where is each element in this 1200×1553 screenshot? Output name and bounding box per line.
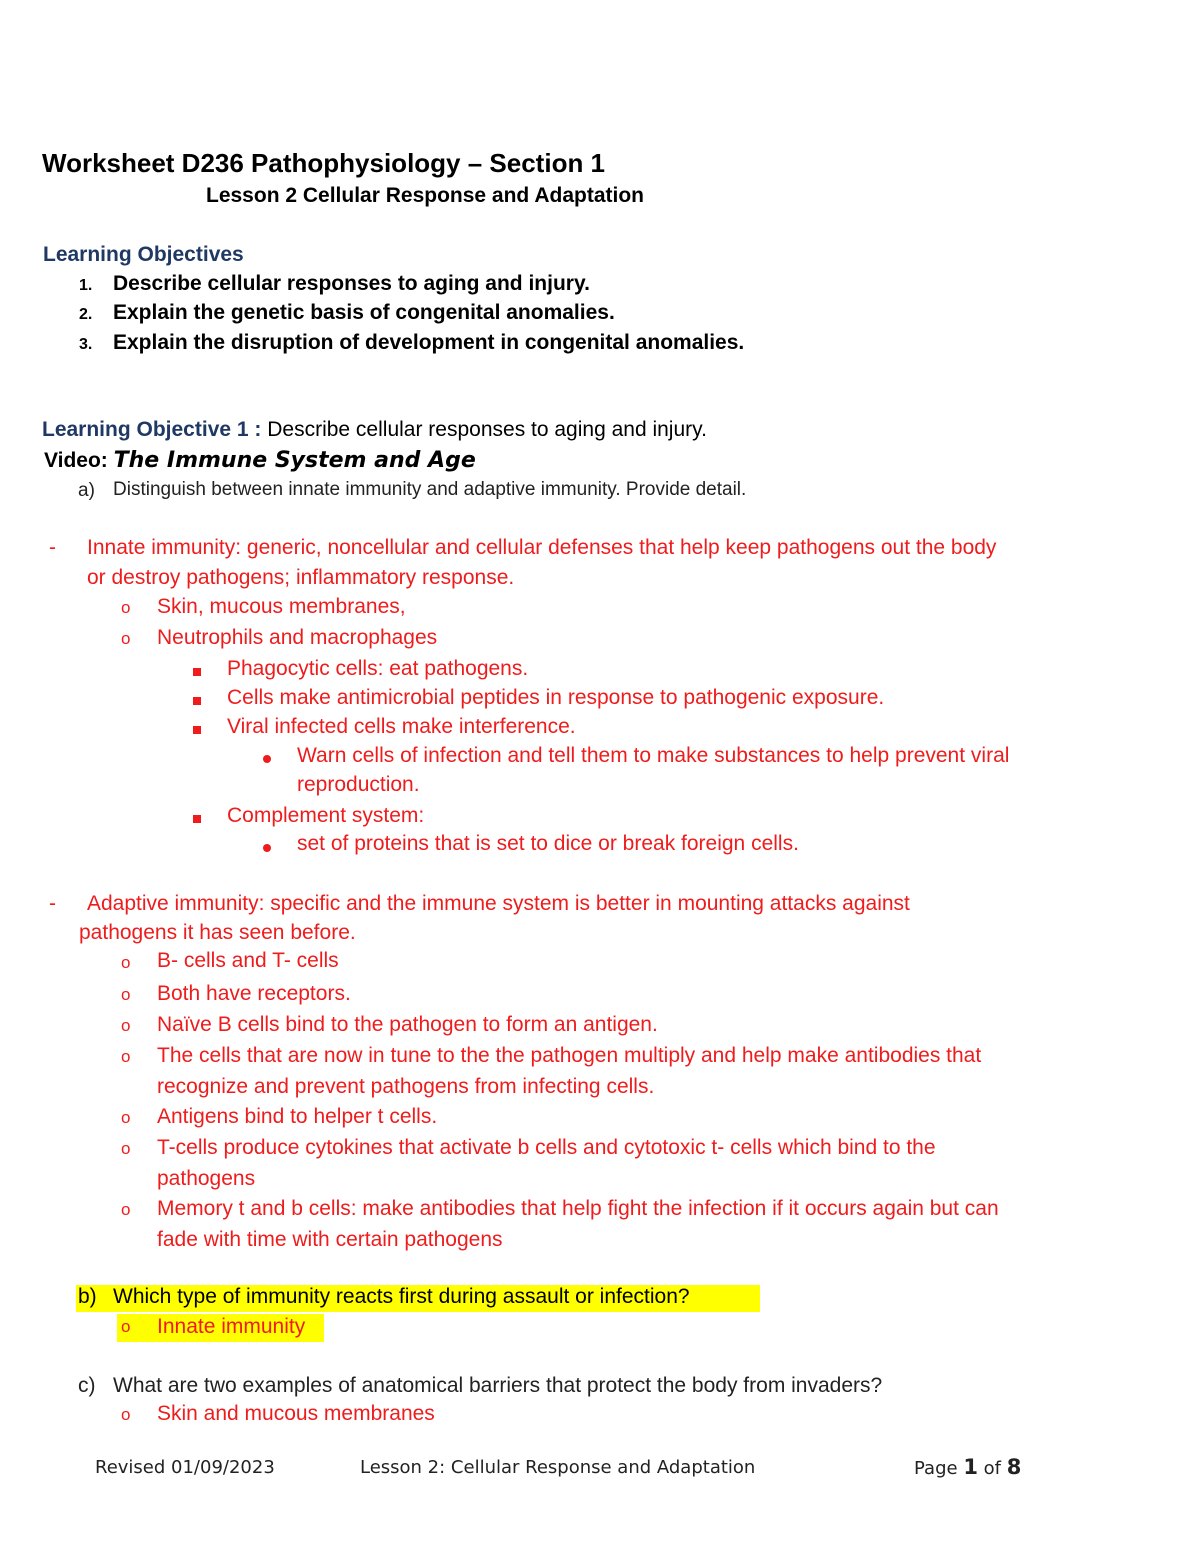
adaptive-o7a: Memory t and b cells: make antibodies that help fight the infection if it occurs again but can — [157, 1197, 999, 1220]
bullet-o-icon: o — [121, 1200, 131, 1219]
adaptive-o4a: The cells that are now in tune to the the pathogen multiply and help make antibodies that — [157, 1044, 982, 1067]
adaptive-line1: Adaptive immunity: specific and the immune system is better in mounting attacks against — [87, 892, 910, 915]
bullet-o-icon: o — [121, 629, 131, 648]
question-a-text: Distinguish between innate immunity and adaptive immunity. Provide detail. — [113, 479, 747, 500]
adaptive-o5: Antigens bind to helper t cells. — [157, 1105, 438, 1128]
bullet-o-icon: o — [121, 953, 131, 972]
bullet-o-icon: o — [121, 1016, 131, 1035]
objective-item: 2. Explain the genetic basis of congenital anomalies. — [79, 301, 615, 324]
footer-page-number: Page 1 of 8 — [914, 1455, 1022, 1479]
question-a-marker: a) — [78, 480, 95, 501]
adaptive-dash: - — [49, 892, 56, 915]
adaptive-o4b: recognize and prevent pathogens from infecting cells. — [157, 1075, 655, 1098]
bullet-o-icon: o — [121, 1139, 131, 1158]
page-subtitle: Lesson 2 Cellular Response and Adaptation — [206, 184, 644, 207]
lo1-line: Learning Objective 1 : Describe cellular responses to aging and injury. — [42, 418, 707, 441]
innate-d1a: Warn cells of infection and tell them to make substances to help prevent viral — [297, 744, 1010, 767]
dot-bullet-icon — [263, 839, 271, 857]
video-line: Video: The Immune System and Age — [44, 448, 476, 473]
bullet-o-icon: o — [121, 1108, 131, 1127]
adaptive-o1: B- cells and T- cells — [157, 949, 339, 972]
innate-s3: Viral infected cells make interference. — [227, 715, 576, 738]
objective-item: 1. Describe cellular responses to aging and injury. — [79, 272, 590, 295]
adaptive-o7b: fade with time with certain pathogens — [157, 1228, 503, 1251]
innate-s4: Complement system: — [227, 804, 425, 827]
adaptive-o6b: pathogens — [157, 1167, 256, 1190]
adaptive-o6a: T-cells produce cytokines that activate b cells and cytotoxic t- cells which bind to the — [157, 1136, 936, 1159]
adaptive-o3: Naïve B cells bind to the pathogen to form an antigen. — [157, 1013, 658, 1036]
square-bullet-icon — [193, 663, 201, 681]
question-c-marker: c) — [78, 1374, 96, 1397]
innate-s1: Phagocytic cells: eat pathogens. — [227, 657, 529, 680]
innate-line1: Innate immunity: generic, noncellular and cellular defenses that help keep pathogens out the body — [87, 536, 997, 559]
question-b: b) Which type of immunity reacts first during assault or infection? — [76, 1285, 760, 1312]
adaptive-line2: pathogens it has seen before. — [79, 921, 356, 944]
page-title: Worksheet D236 Pathophysiology – Section 1 — [42, 148, 606, 178]
bullet-o-icon: o — [121, 1405, 131, 1424]
dot-bullet-icon — [263, 750, 271, 768]
bullet-o-icon: o — [121, 985, 131, 1004]
bullet-o-icon: o — [121, 1047, 131, 1066]
question-c-text: What are two examples of anatomical barriers that protect the body from invaders? — [113, 1374, 883, 1397]
innate-o2: Neutrophils and macrophages — [157, 626, 438, 649]
innate-s2: Cells make antimicrobial peptides in response to pathogenic exposure. — [227, 686, 885, 709]
square-bullet-icon — [193, 692, 201, 710]
objectives-heading: Learning Objectives — [43, 243, 244, 266]
square-bullet-icon — [193, 810, 201, 828]
answer-c: Skin and mucous membranes — [157, 1402, 435, 1425]
footer-lesson: Lesson 2: Cellular Response and Adaptation — [360, 1457, 756, 1478]
objective-item: 3. Explain the disruption of development in congenital anomalies. — [79, 331, 745, 354]
innate-line2: or destroy pathogens; inflammatory response. — [87, 566, 515, 589]
adaptive-o2: Both have receptors. — [157, 982, 351, 1005]
square-bullet-icon — [193, 721, 201, 739]
innate-d1b: reproduction. — [297, 773, 420, 796]
footer-revised: Revised 01/09/2023 — [95, 1457, 275, 1478]
bullet-o-icon: o — [121, 598, 131, 617]
innate-o1: Skin, mucous membranes, — [157, 595, 406, 618]
innate-d2: set of proteins that is set to dice or break foreign cells. — [297, 832, 799, 855]
answer-b: o Innate immunity — [117, 1314, 324, 1342]
innate-dash: - — [49, 536, 56, 559]
